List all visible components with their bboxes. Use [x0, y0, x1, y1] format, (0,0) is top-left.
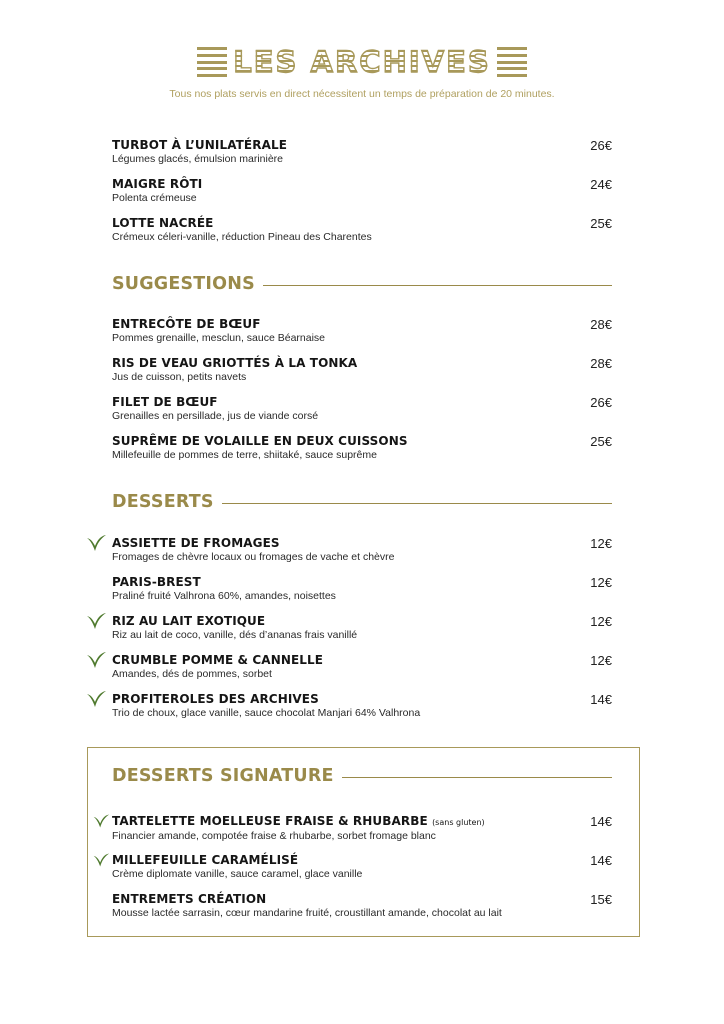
- item-price: 26€: [590, 395, 612, 410]
- leaf-icon: [85, 689, 107, 709]
- leaf-icon: [92, 850, 110, 870]
- item-desc: Grenailles en persillade, jus de viande corsé: [112, 410, 319, 422]
- item-price: 12€: [590, 536, 612, 551]
- menu-item: [112, 814, 612, 853]
- menu-item: [112, 536, 612, 575]
- logo-stripes-left: [197, 47, 227, 77]
- leaf-icon: [85, 533, 107, 553]
- item-price: 14€: [590, 814, 612, 829]
- desserts-list: [112, 536, 612, 731]
- item-desc: Amandes, dés de pommes, sorbet: [112, 668, 272, 680]
- item-note: (sans gluten): [432, 818, 485, 827]
- item-price: 24€: [590, 177, 612, 192]
- section-rule: [342, 777, 612, 778]
- item-name: SUPRÊME DE VOLAILLE EN DEUX CUISSONS: [112, 434, 408, 448]
- item-desc: Crémeux céleri-vanille, réduction Pineau des Charentes: [112, 231, 372, 243]
- mains-list: [112, 138, 612, 255]
- item-price: 28€: [590, 356, 612, 371]
- menu-item: [112, 317, 612, 356]
- leaf-icon: [92, 811, 110, 831]
- section-desserts-title: [112, 490, 612, 514]
- menu-item: [112, 434, 612, 473]
- section-signature-title: [112, 764, 612, 788]
- section-rule: [222, 503, 612, 504]
- menu-item: [112, 138, 612, 177]
- menu-item: [112, 892, 612, 931]
- section-label: SUGGESTIONS: [112, 274, 255, 294]
- menu-item: [112, 692, 612, 731]
- suggestions-list: [112, 317, 612, 473]
- logo-text: LES ARCHIVES: [233, 45, 491, 79]
- item-price: 26€: [590, 138, 612, 153]
- logo-stripes-right: [497, 47, 527, 77]
- item-desc: Légumes glacés, émulsion marinière: [112, 153, 283, 165]
- item-desc: Praliné fruité Valhrona 60%, amandes, noisettes: [112, 590, 336, 602]
- item-desc: Financier amande, compotée fraise & rhubarbe, sorbet fromage blanc: [112, 830, 436, 842]
- item-price: 25€: [590, 216, 612, 231]
- item-price: 14€: [590, 853, 612, 868]
- restaurant-logo: [0, 42, 724, 82]
- item-price: 28€: [590, 317, 612, 332]
- tagline: Tous nos plats servis en direct nécessitent un temps de préparation de 20 minutes.: [169, 88, 555, 100]
- menu-item: [112, 614, 612, 653]
- item-desc: Riz au lait de coco, vanille, dés d’ananas frais vanillé: [112, 629, 358, 641]
- item-name: CRUMBLE POMME & CANNELLE: [112, 653, 324, 667]
- menu-item: [112, 575, 612, 614]
- item-desc: Millefeuille de pommes de terre, shiitaké, sauce suprême: [112, 449, 377, 461]
- menu-item: [112, 216, 612, 255]
- item-desc: Fromages de chèvre locaux ou fromages de vache et chèvre: [112, 551, 395, 563]
- item-name: [112, 814, 612, 830]
- item-desc: Jus de cuisson, petits navets: [112, 371, 247, 383]
- section-rule: [263, 285, 612, 286]
- menu-item: [112, 356, 612, 395]
- signature-list: [112, 814, 612, 931]
- section-label: DESSERTS SIGNATURE: [112, 766, 334, 786]
- leaf-icon: [85, 611, 107, 631]
- item-desc: Trio de choux, glace vanille, sauce chocolat Manjari 64% Valhrona: [112, 707, 421, 719]
- menu-item: [112, 177, 612, 216]
- item-name: RIZ AU LAIT EXOTIQUE: [112, 614, 266, 628]
- item-price: 25€: [590, 434, 612, 449]
- item-name-text: TARTELETTE MOELLEUSE FRAISE & RHUBARBE: [112, 814, 428, 828]
- item-name: ENTRECÔTE DE BŒUF: [112, 317, 261, 331]
- item-price: 12€: [590, 614, 612, 629]
- item-name: RIS DE VEAU GRIOTTÉS À LA TONKA: [112, 356, 358, 370]
- item-price: 12€: [590, 575, 612, 590]
- item-name: PROFITEROLES DES ARCHIVES: [112, 692, 319, 706]
- item-desc: Polenta crémeuse: [112, 192, 197, 204]
- section-label: DESSERTS: [112, 492, 214, 512]
- section-suggestions-title: [112, 272, 612, 296]
- item-name: ASSIETTE DE FROMAGES: [112, 536, 280, 550]
- item-name: MILLEFEUILLE CARAMÉLISÉ: [112, 853, 299, 867]
- item-name: MAIGRE RÔTI: [112, 177, 203, 191]
- item-name: PARIS-BREST: [112, 575, 201, 589]
- item-name: LOTTE NACRÉE: [112, 216, 214, 230]
- item-name: ENTREMETS CRÉATION: [112, 892, 267, 906]
- item-name: FILET DE BŒUF: [112, 395, 218, 409]
- menu-item: [112, 653, 612, 692]
- item-name: TURBOT À L’UNILATÉRALE: [112, 138, 287, 152]
- menu-item: [112, 853, 612, 892]
- leaf-icon: [85, 650, 107, 670]
- item-desc: Crème diplomate vanille, sauce caramel, glace vanille: [112, 868, 363, 880]
- menu-item: [112, 395, 612, 434]
- item-price: 12€: [590, 653, 612, 668]
- item-price: 15€: [590, 892, 612, 907]
- item-price: 14€: [590, 692, 612, 707]
- item-desc: Pommes grenaille, mesclun, sauce Béarnaise: [112, 332, 326, 344]
- item-desc: Mousse lactée sarrasin, cœur mandarine fruité, croustillant amande, chocolat au lait: [112, 907, 502, 919]
